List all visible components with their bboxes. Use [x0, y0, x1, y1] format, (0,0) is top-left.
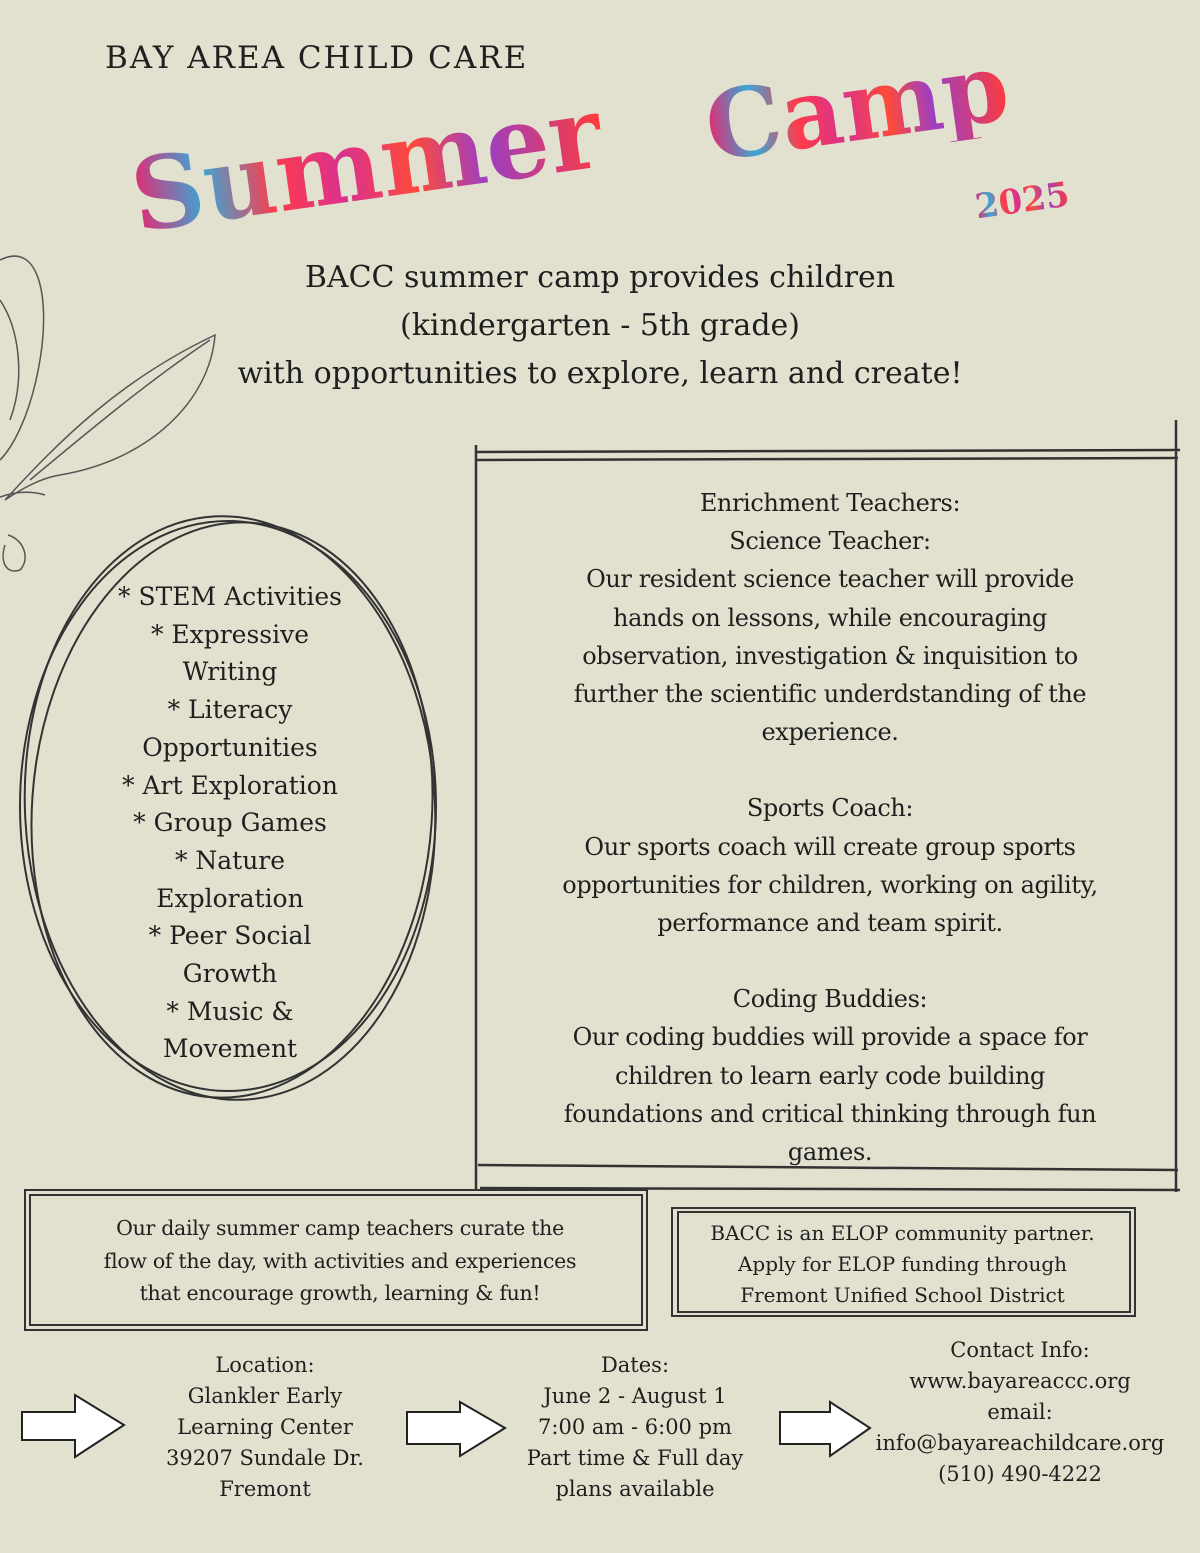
phone-number[interactable]: (510) 490-4222 [938, 1462, 1102, 1486]
title-summer: Summer [124, 72, 609, 256]
sports-line: opportunities for children, working on agility, [562, 870, 1098, 899]
science-line: further the scientific underdstanding of the [573, 680, 1087, 709]
coding-line: children to learn early code building [614, 1061, 1045, 1090]
enrichment-section [480, 484, 1180, 1171]
dates-info [505, 1350, 765, 1505]
title-camp: Camp [698, 31, 1016, 184]
elop-note-line: Fremont Unified School District [740, 1283, 1065, 1307]
dates-line: June 2 - August 1 [543, 1384, 727, 1408]
elop-note-line: BACC is an ELOP community partner. [710, 1221, 1095, 1245]
intro-line: with opportunities to explore, learn and create! [237, 356, 963, 391]
activity-item: Growth [182, 959, 278, 989]
organization-name: BAY AREA CHILD CARE [105, 40, 529, 76]
sports-line: performance and team spirit. [657, 909, 1003, 938]
intro-line: (kindergarten - 5th grade) [400, 308, 800, 343]
activity-item: * Music & [166, 996, 294, 1026]
elop-note [675, 1218, 1130, 1311]
science-title: Science Teacher: [729, 527, 931, 556]
sports-title: Sports Coach: [746, 794, 914, 823]
location-label: Location: [215, 1353, 315, 1377]
enrichment-heading: Enrichment Teachers: [699, 489, 961, 517]
daily-note [30, 1212, 650, 1310]
location-line: Fremont [219, 1477, 311, 1501]
activity-item: Writing [182, 657, 278, 687]
contact-info [850, 1335, 1190, 1490]
coding-line: Our coding buddies will provide a space for [572, 1023, 1088, 1052]
location-line: Learning Center [177, 1415, 353, 1439]
email-label: email: [987, 1400, 1053, 1424]
activity-item: * Peer Social [148, 921, 312, 951]
email-link[interactable]: info@bayareachildcare.org [875, 1431, 1165, 1455]
activity-item: * Art Exploration [122, 770, 338, 800]
science-line: observation, investigation & inquisition to [582, 641, 1078, 670]
dates-label: Dates: [600, 1353, 670, 1377]
website-link[interactable]: www.bayareaccc.org [909, 1369, 1131, 1393]
activity-item: * Expressive [150, 619, 310, 649]
daily-note-line: that encourage growth, learning & fun! [139, 1281, 541, 1305]
title-year: 2025 [972, 174, 1072, 228]
dates-line: Part time & Full day [526, 1446, 744, 1470]
activity-item: Exploration [156, 883, 304, 913]
elop-note-line: Apply for ELOP funding through [737, 1252, 1068, 1276]
activity-item: * STEM Activities [118, 582, 342, 611]
activity-item: * Literacy [167, 695, 293, 725]
daily-note-line: flow of the day, with activities and experiences [103, 1248, 577, 1273]
science-line: experience. [761, 718, 899, 747]
coding-line: foundations and critical thinking through fun [563, 1099, 1097, 1128]
dates-line: 7:00 am - 6:00 pm [538, 1415, 732, 1439]
location-line: Glankler Early [187, 1384, 343, 1408]
coding-line: games. [787, 1138, 873, 1167]
science-line: Our resident science teacher will provide [586, 565, 1074, 594]
location-info [140, 1350, 390, 1505]
activities-list [60, 578, 400, 1068]
coding-title: Coding Buddies: [732, 985, 928, 1014]
contact-label: Contact Info: [950, 1338, 1090, 1362]
intro-line: BACC summer camp provides children [304, 260, 896, 295]
activity-item: * Nature [174, 845, 286, 875]
activity-item: Opportunities [142, 732, 318, 762]
location-line: 39207 Sundale Dr. [166, 1446, 364, 1470]
science-line: hands on lessons, while encouraging [613, 603, 1047, 632]
activity-item: * Group Games [133, 808, 327, 838]
dates-line: plans available [555, 1477, 715, 1501]
daily-note-line: Our daily summer camp teachers curate the [116, 1216, 564, 1240]
sports-line: Our sports coach will create group sports [584, 832, 1076, 861]
activity-item: Movement [162, 1034, 298, 1064]
intro-text [100, 254, 1100, 398]
